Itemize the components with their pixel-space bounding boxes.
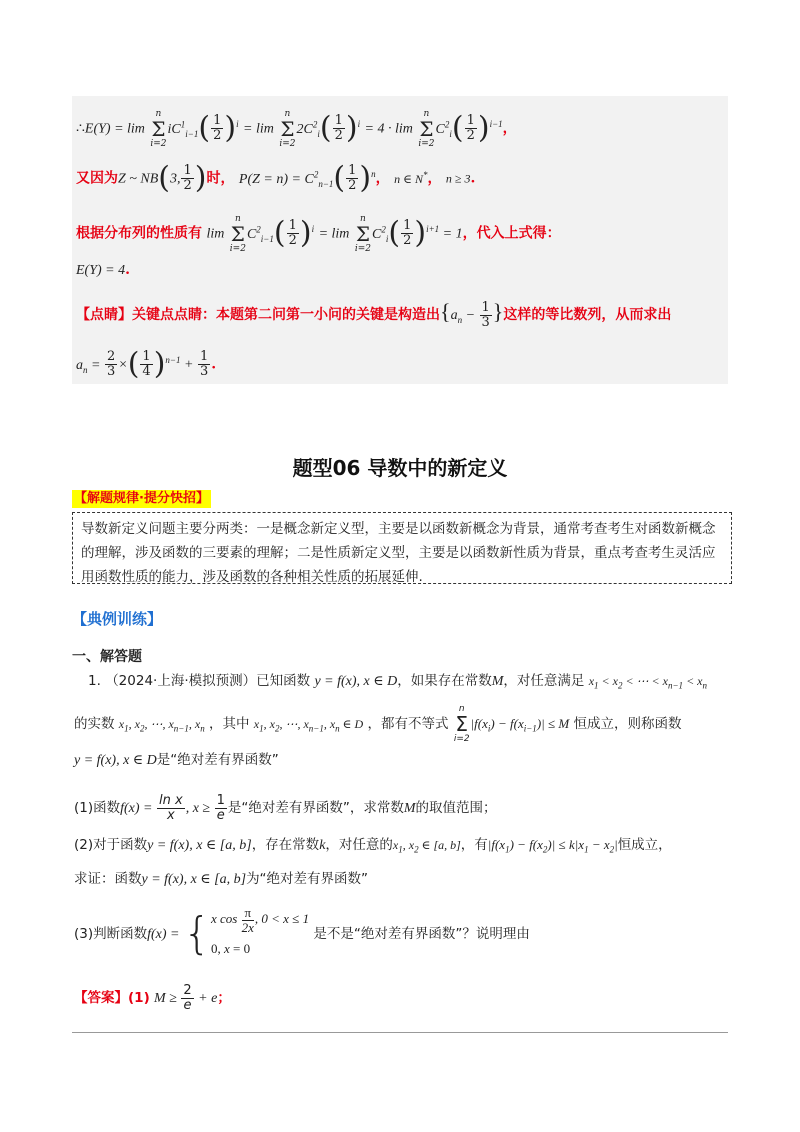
text-youyinwei: 又因为 bbox=[76, 170, 118, 187]
problem-line-3: y = f(x), x ∈ D是“绝对差有界函数” bbox=[74, 752, 279, 768]
sum-symbol: n Σ i=2 bbox=[229, 213, 246, 254]
solution-line-2: 又因为Z ~ NB(3, $\frac{1}{2}$ )时， $P(Z = n) = C^2_{n-1}$( $\frac{1}{2}$ )$^n$， n ∈ N*， n ≥ 3. bbox=[76, 160, 476, 196]
frac-one-e: $\frac{1}{e}$ bbox=[216, 792, 225, 823]
expr-pz: $P(Z = n) = C^2_{n-1}$ bbox=[238, 169, 334, 189]
solution-line-1: ∴E(Y) = lim n Σ i=2 $iC^1_{i-1}$( $\frac{1}{2}$ )$^i$ = lim n Σ i=2 $2C^2_i$( $\frac{1}{2}$ )$^i$ = 4 · lim n Σ i=2 $C^2_i$( $\frac{1}{2}$ )$^{i-1}$， bbox=[76, 108, 517, 149]
solution-line-5: 【点睛】关键点点睛：本题第二问第一小问的关键是构造出{$a_n$ − $\frac{1}{3}$ }这样的等比数列，从而求出 bbox=[76, 299, 672, 330]
frac-half: $\frac{1}{2}$ bbox=[403, 218, 412, 249]
term-iC: $iC^1_{i-1}$ bbox=[167, 119, 199, 139]
solution-line-3: 根据分布列的性质有 lim n Σ i=2 $C^2_{i-1}$( $\frac{1}{2}$ )$^i$ = lim n Σ i=2 $C^2_i$( $\frac{1}{2}$ )$^{i+1}$ = 1，代入上式得： bbox=[76, 213, 561, 254]
sum-symbol: n Σ i=2 bbox=[354, 213, 372, 254]
period: . bbox=[125, 262, 130, 278]
expr-n-ge: n ≥ 3 bbox=[445, 171, 471, 186]
question-3: (3)判断函数f(x) = { x cos $\frac{\pi}{2x}$ , 0 < x ≤ 1 0, x = 0 是不是“绝对差有界函数”？说明理由 bbox=[74, 902, 530, 966]
question-2: (2)对于函数y = f(x), x ∈ [a, b]，存在常数k，对任意的$x_1$, $x_2$ ∈ [a, b]，有$|f(x_1) - f(x_2)| \le k|x_1 - x_2|$恒成立， bbox=[74, 837, 672, 855]
problem-number: 1. bbox=[88, 673, 101, 689]
solution-line-4 bbox=[76, 258, 130, 282]
frac-two-e: $\frac{2}{e}$ bbox=[183, 982, 192, 1013]
comma: ， bbox=[502, 120, 517, 137]
expr-z-nb: Z ~ NB bbox=[118, 171, 159, 187]
expr-eq2: = lim bbox=[243, 121, 274, 137]
frac-half: $\frac{1}{2}$ bbox=[466, 113, 475, 144]
tip-label: 【点睛】 bbox=[76, 307, 132, 323]
expr-an-seq: { bbox=[440, 299, 451, 324]
expr-n-in: n ∈ N* bbox=[394, 169, 428, 186]
tip-text-b: 这样的等比数列，从而求出 bbox=[503, 307, 672, 323]
examples-label: 【典例训练】 bbox=[72, 610, 163, 628]
frac-third: $\frac{1}{3}$ bbox=[481, 299, 490, 330]
problem-line-2: 的实数 $x_1$, $x_2$, ⋯, $x_{n-1}$, $x_n$ ，其中 $x_1$, $x_2$, ⋯, $x_{n-1}$, $x_n$ ∈ D ，都有不等式 n Σ i=2 $|f(x_i) - f(x_{i-1})| \le M$ 恒成立，则称函数 bbox=[74, 704, 682, 744]
term-C: $C^2_i$ bbox=[435, 119, 452, 139]
text-dairu: ，代入上式得： bbox=[462, 225, 561, 242]
expr-eq3: = 4 · lim bbox=[364, 121, 413, 137]
question-1: (1)函数f(x) = $\frac{\text{ln x}}{x}$ , x ≥ $\frac{1}{e}$ 是“绝对差有界函数”，求常数M的取值范围； bbox=[74, 792, 497, 823]
answer-part: (1) bbox=[128, 990, 150, 1006]
problem-source: （2024·上海·模拟预测）已知函数 bbox=[105, 673, 311, 689]
answer-line: 【答案】(1) M ≥ $\frac{2}{e}$ + e； bbox=[74, 982, 231, 1013]
period: . bbox=[470, 170, 476, 187]
section-title: 题型06 导数中的新定义 bbox=[292, 456, 508, 480]
frac-half: $\frac{1}{2}$ bbox=[288, 218, 297, 249]
problem-line-1: 1. （2024·上海·模拟预测）已知函数 y = f(x), x ∈ D，如果存在常数M，对任意满足 $x_1 < x_2$ < ⋯ < $x_{n-1} < x_n$ bbox=[88, 673, 707, 691]
expr-ey-4: E(Y) = 4 bbox=[76, 263, 126, 278]
frac-half: $\frac{1}{2}$ bbox=[183, 163, 192, 194]
tips-label: 【解题规律·提分快招】 bbox=[74, 491, 209, 506]
sum-symbol: n Σ i=2 bbox=[150, 108, 167, 149]
piecewise-function: x cos $\frac{\pi}{2x}$ , 0 < x ≤ 1 0, x = 0 bbox=[211, 904, 310, 956]
subheading-answer-questions: 一、解答题 bbox=[72, 649, 142, 665]
expr-an: $a_n$ = bbox=[76, 357, 104, 375]
term-2C: $2C^2_i$ bbox=[296, 119, 320, 139]
question-2-proof: 求证：函数y = f(x), x ∈ [a, b]为“绝对差有界函数” bbox=[74, 871, 369, 887]
answer-label: 【答案】 bbox=[74, 990, 128, 1006]
period: . bbox=[211, 356, 217, 373]
solution-line-6: $a_n$ = $\frac{2}{3}$ ×( $\frac{1}{4}$ )$^{n-1}$ + $\frac{1}{3}$ . bbox=[76, 346, 217, 382]
sum-symbol: n Σ i=2 bbox=[418, 108, 435, 149]
frac-third: $\frac{1}{3}$ bbox=[199, 349, 209, 380]
frac-half: $\frac{1}{2}$ bbox=[334, 113, 343, 144]
frac-half: $\frac{1}{2}$ bbox=[348, 163, 357, 194]
frac-two-thirds: $\frac{2}{3}$ bbox=[106, 349, 116, 380]
frac-half: $\frac{1}{2}$ bbox=[213, 113, 222, 144]
expr-ey: E(Y) = lim bbox=[84, 121, 145, 137]
frac-lnx-x: $\frac{\text{ln x}}{x}$ bbox=[159, 792, 183, 823]
divider bbox=[72, 1032, 728, 1033]
comma: ， bbox=[375, 170, 390, 187]
tips-box: 导数新定义问题主要分两类：一是概念新定义型，主要是以函数新概念为背景，通常考查考生对函数新概念的理解，涉及函数的三要素的理解；二是性质新定义型，主要是以函数新性质为背景，重点考查考生灵活应用函数性质的能力，涉及函数的各种相关性质的拓展延伸. bbox=[72, 512, 732, 584]
frac-quarter: $\frac{1}{4}$ bbox=[142, 349, 151, 380]
text-shi: 时， bbox=[206, 170, 235, 187]
text-genju: 根据分布列的性质有 bbox=[76, 225, 202, 242]
sum-symbol: n Σ i=2 bbox=[279, 108, 296, 149]
therefore-symbol: ∴ bbox=[76, 120, 85, 137]
tip-text-a: 关键点点睛：本题第二问第一小问的关键是构造出 bbox=[132, 307, 440, 323]
